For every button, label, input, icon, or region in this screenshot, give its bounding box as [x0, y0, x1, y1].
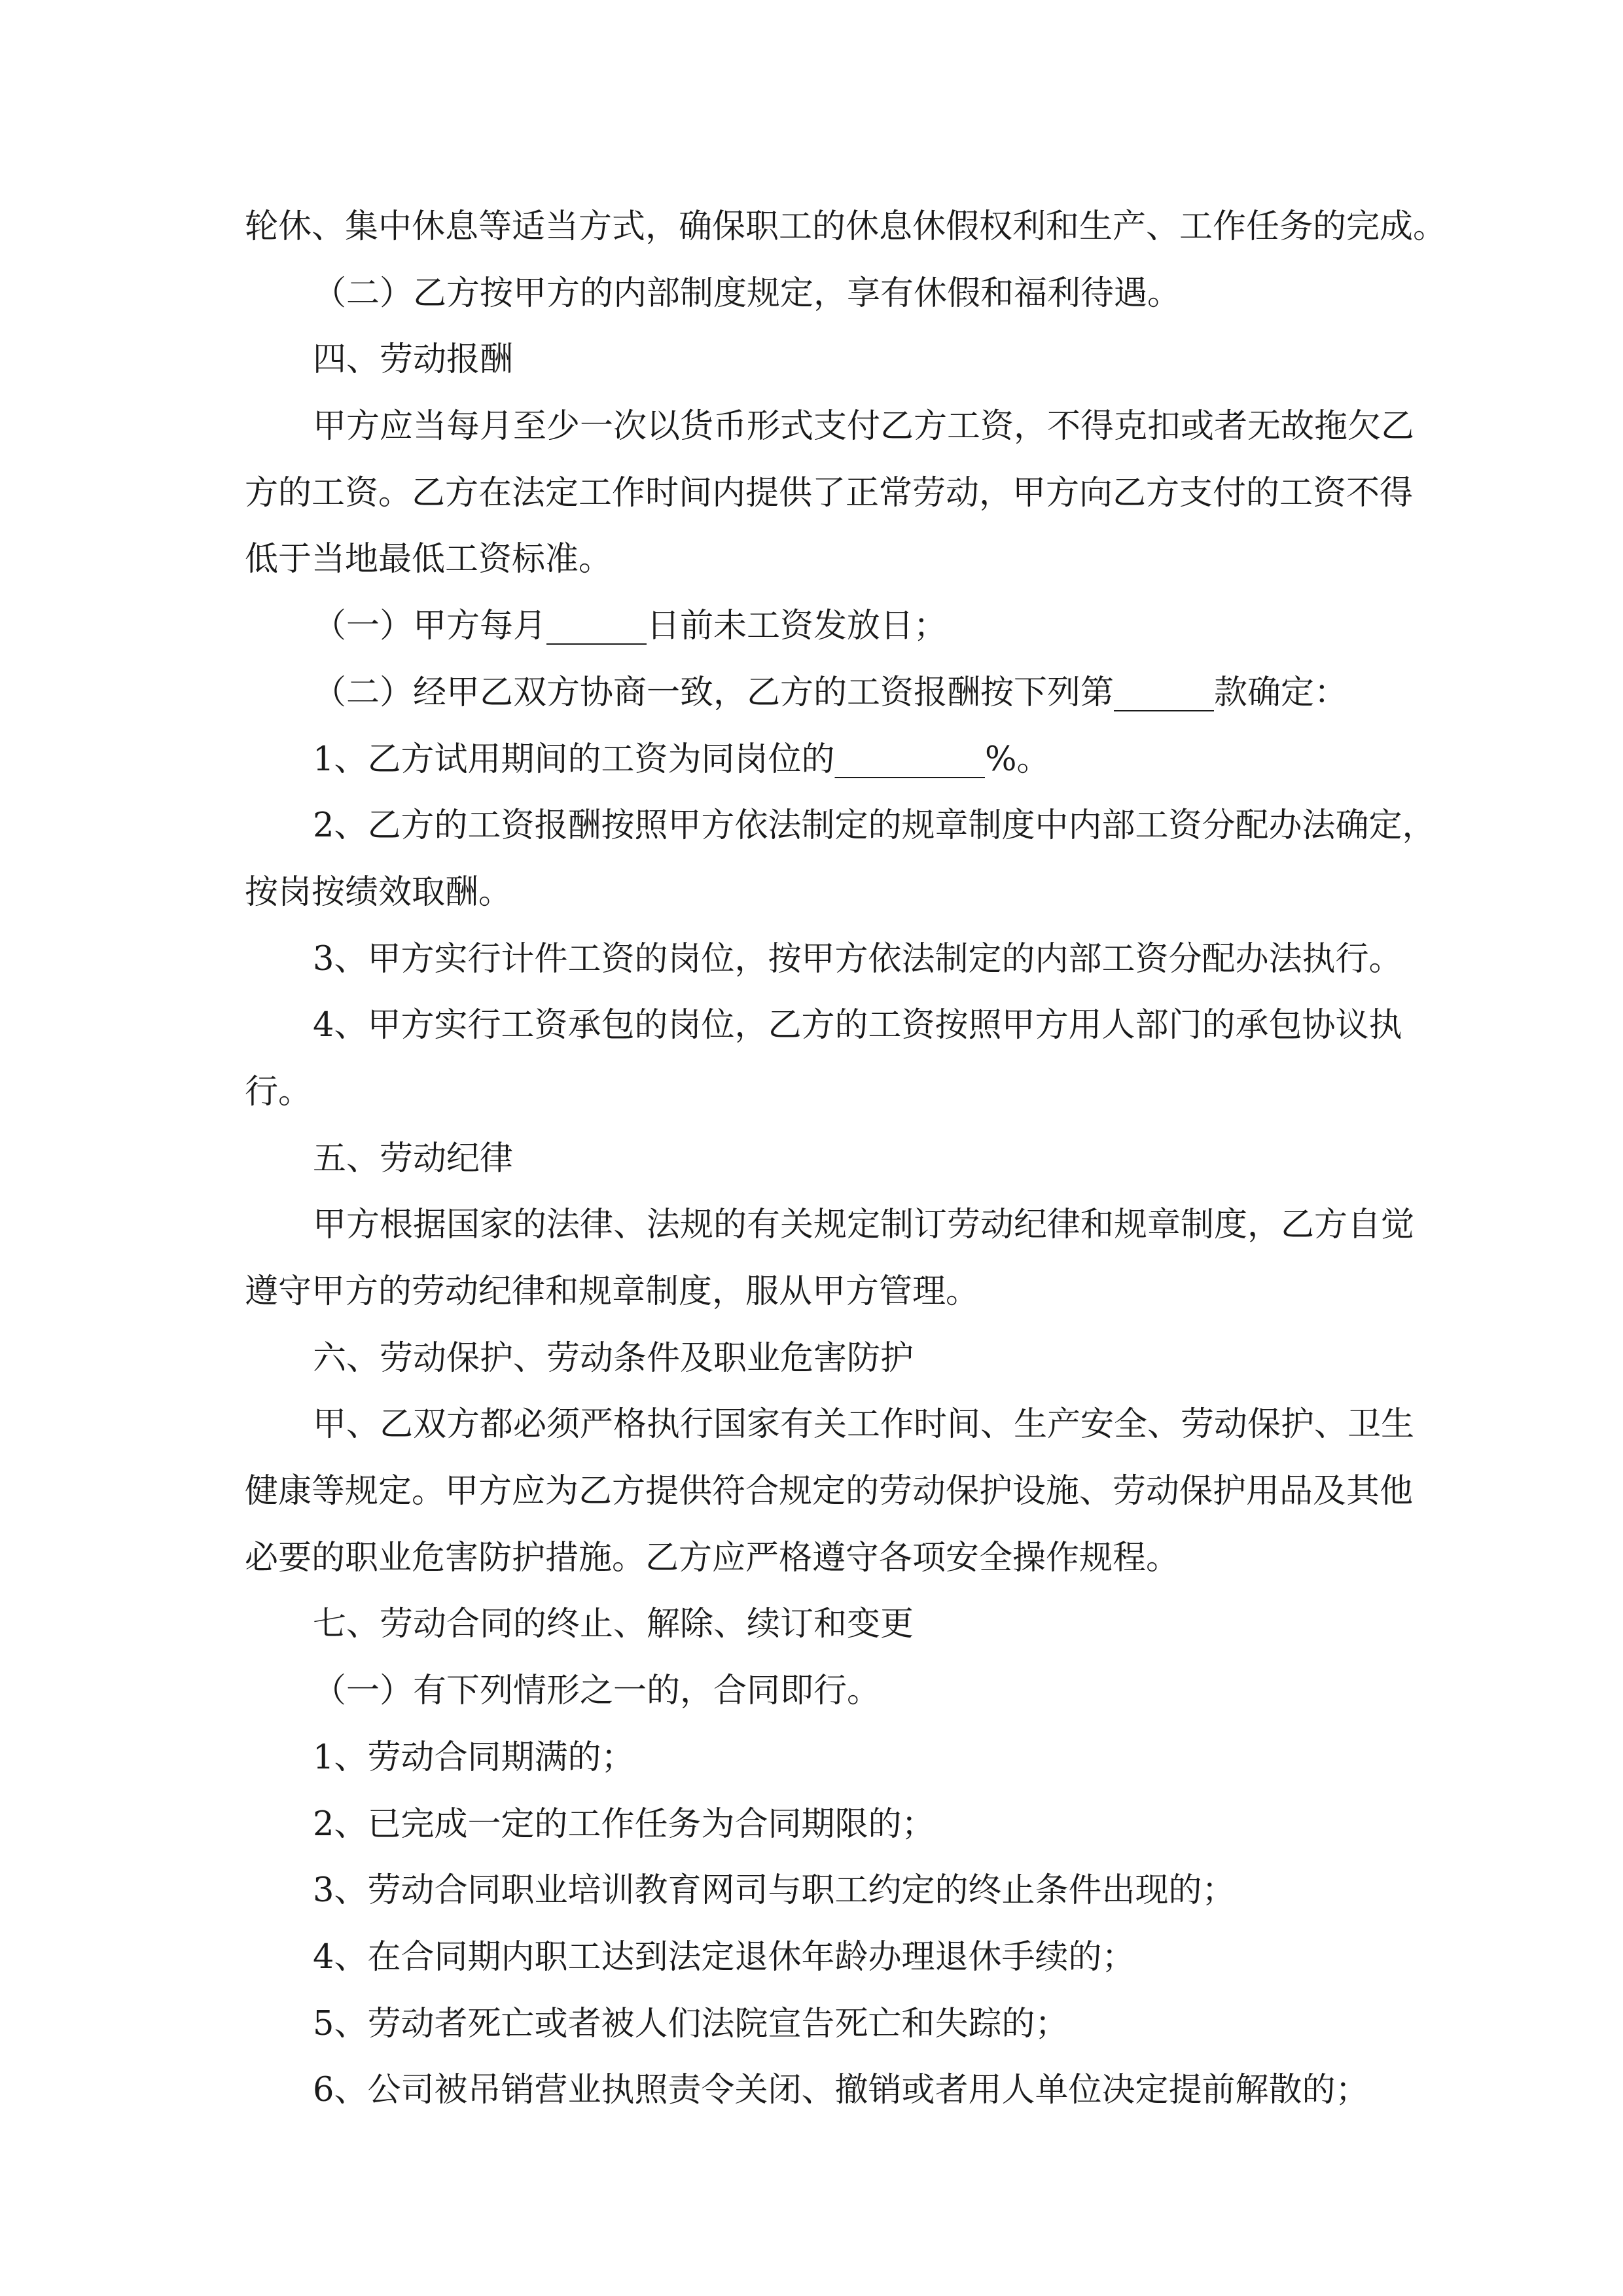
section-heading: 六、劳动保护、劳动条件及职业危害防护 [313, 1338, 914, 1378]
text-line: 行。 [245, 1072, 312, 1111]
text-line: 按岗按绩效取酬。 [245, 872, 512, 912]
section-heading: 四、劳动报酬 [313, 340, 514, 380]
text-line: 2、乙方的工资报酬按照甲方依法制定的规章制度中内部工资分配办法确定， [313, 806, 1436, 846]
text-line: 3、甲方实行计件工资的岗位，按甲方依法制定的内部工资分配办法执行。 [313, 939, 1402, 978]
text-line: 必要的职业危害防护措施。乙方应严格遵守各项安全操作规程。 [245, 1538, 1180, 1577]
text-line: 低于当地最低工资标准。 [245, 540, 613, 579]
text-line: （二）乙方按甲方的内部制度规定，享有休假和福利待遇。 [313, 274, 1181, 313]
text-line: 3、劳动合同职业培训教育网司与职工约定的终止条件出现的； [313, 1871, 1236, 1910]
text-line: （二）经甲乙双方协商一致，乙方的工资报酬按下列第______款确定： [313, 673, 1348, 712]
text-line: 甲方应当每月至少一次以货币形式支付乙方工资，不得克扣或者无故拖欠乙 [313, 407, 1415, 446]
text-line: 甲方根据国家的法律、法规的有关规定制订劳动纪律和规章制度，乙方自觉 [313, 1206, 1415, 1245]
text-line: 1、乙方试用期间的工资为同岗位的_________%。 [313, 740, 1050, 779]
text-line: 2、已完成一定的工作任务为合同期限的； [313, 1804, 935, 1844]
text-line: 健康等规定。甲方应为乙方提供符合规定的劳动保护设施、劳动保护用品及其他 [245, 1472, 1414, 1511]
text-line: 遵守甲方的劳动纪律和规章制度，服从甲方管理。 [245, 1272, 980, 1311]
text-line: 4、在合同期内职工达到法定退休年龄办理退休手续的； [313, 1937, 1135, 1977]
text-line: （一）甲方每月______日前未工资发放日； [313, 607, 948, 646]
text-line: 6、公司被吊销营业执照责令关闭、撤销或者用人单位决定提前解散的； [313, 2071, 1369, 2110]
text-line: 1、劳动合同期满的； [313, 1738, 635, 1777]
text-line: 5、劳动者死亡或者被人们法院宣告死亡和失踪的； [313, 2004, 1069, 2043]
text-line: 4、甲方实行工资承包的岗位，乙方的工资按照甲方用人部门的承包协议执 [313, 1006, 1402, 1045]
text-line: （一）有下列情形之一的，合同即行。 [313, 1672, 881, 1711]
section-heading: 七、劳动合同的终止、解除、续订和变更 [313, 1605, 914, 1644]
document-body [245, 194, 1447, 2124]
text-line: 甲、乙双方都必须严格执行国家有关工作时间、生产安全、劳动保护、卫生 [313, 1405, 1415, 1444]
section-heading: 五、劳动纪律 [313, 1139, 514, 1178]
text-line: 轮休、集中休息等适当方式，确保职工的休息休假权利和生产、工作任务的完成。 [245, 207, 1447, 246]
text-line: 方的工资。乙方在法定工作时间内提供了正常劳动，甲方向乙方支付的工资不得 [245, 473, 1414, 512]
